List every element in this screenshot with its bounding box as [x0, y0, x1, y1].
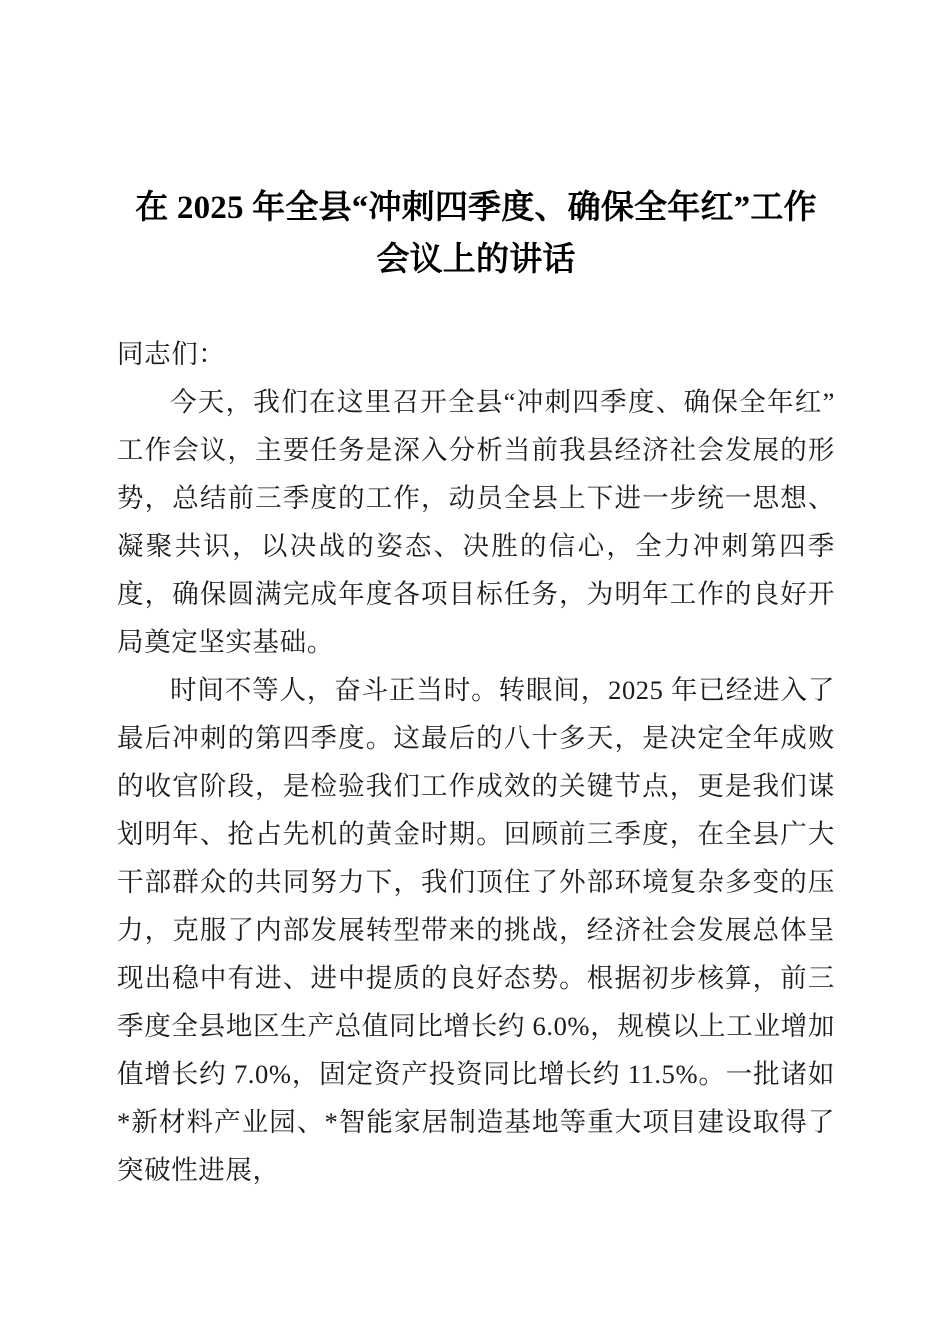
page-title: [117, 0, 835, 286]
page-title-line-2: 会议上的讲话: [376, 242, 576, 278]
salutation: 同志们：: [117, 339, 226, 369]
page-title-line-1: 在 2025 年全县“冲刺四季度、确保全年红”工作: [135, 190, 817, 226]
body-paragraph: 今天，我们在这里召开全县“冲刺四季度、确保全年红”工作会议，主要任务是深入分析当前我县经济社会发展的形势，总结前三季度的工作，动员全县上下进一步统一思想、凝聚共识，以决战的姿态、决胜的信心，全力冲刺第四季度，确保圆满完成年度各项目标任务，为明年工作的良好开局奠定坚实基础。: [117, 387, 835, 657]
document-content: [117, 0, 835, 1194]
body-paragraph: 时间不等人，奋斗正当时。转眼间，2025 年已经进入了最后冲刺的第四季度。这最后的八十多天，是决定全年成败的收官阶段，是检验我们工作成效的关键节点，更是我们谋划明年、抢占先机的黄金时期。回顾前三季度，在全县广大干部群众的共同努力下，我们顶住了外部环境复杂多变的压力，克服了内部发展转型带来的挑战，经济社会发展总体呈现出稳中有进、进中提质的良好态势。根据初步核算，前三季度全县地区生产总值同比增长约 6.0%，规模以上工业增加值增长约 7.0%，固定资产投资同比增长约 11.5%。一批诸如*新材料产业园、*智能家居制造基地等重大项目建设取得了突破性进展，: [117, 675, 835, 1185]
document-body: [117, 330, 835, 1194]
